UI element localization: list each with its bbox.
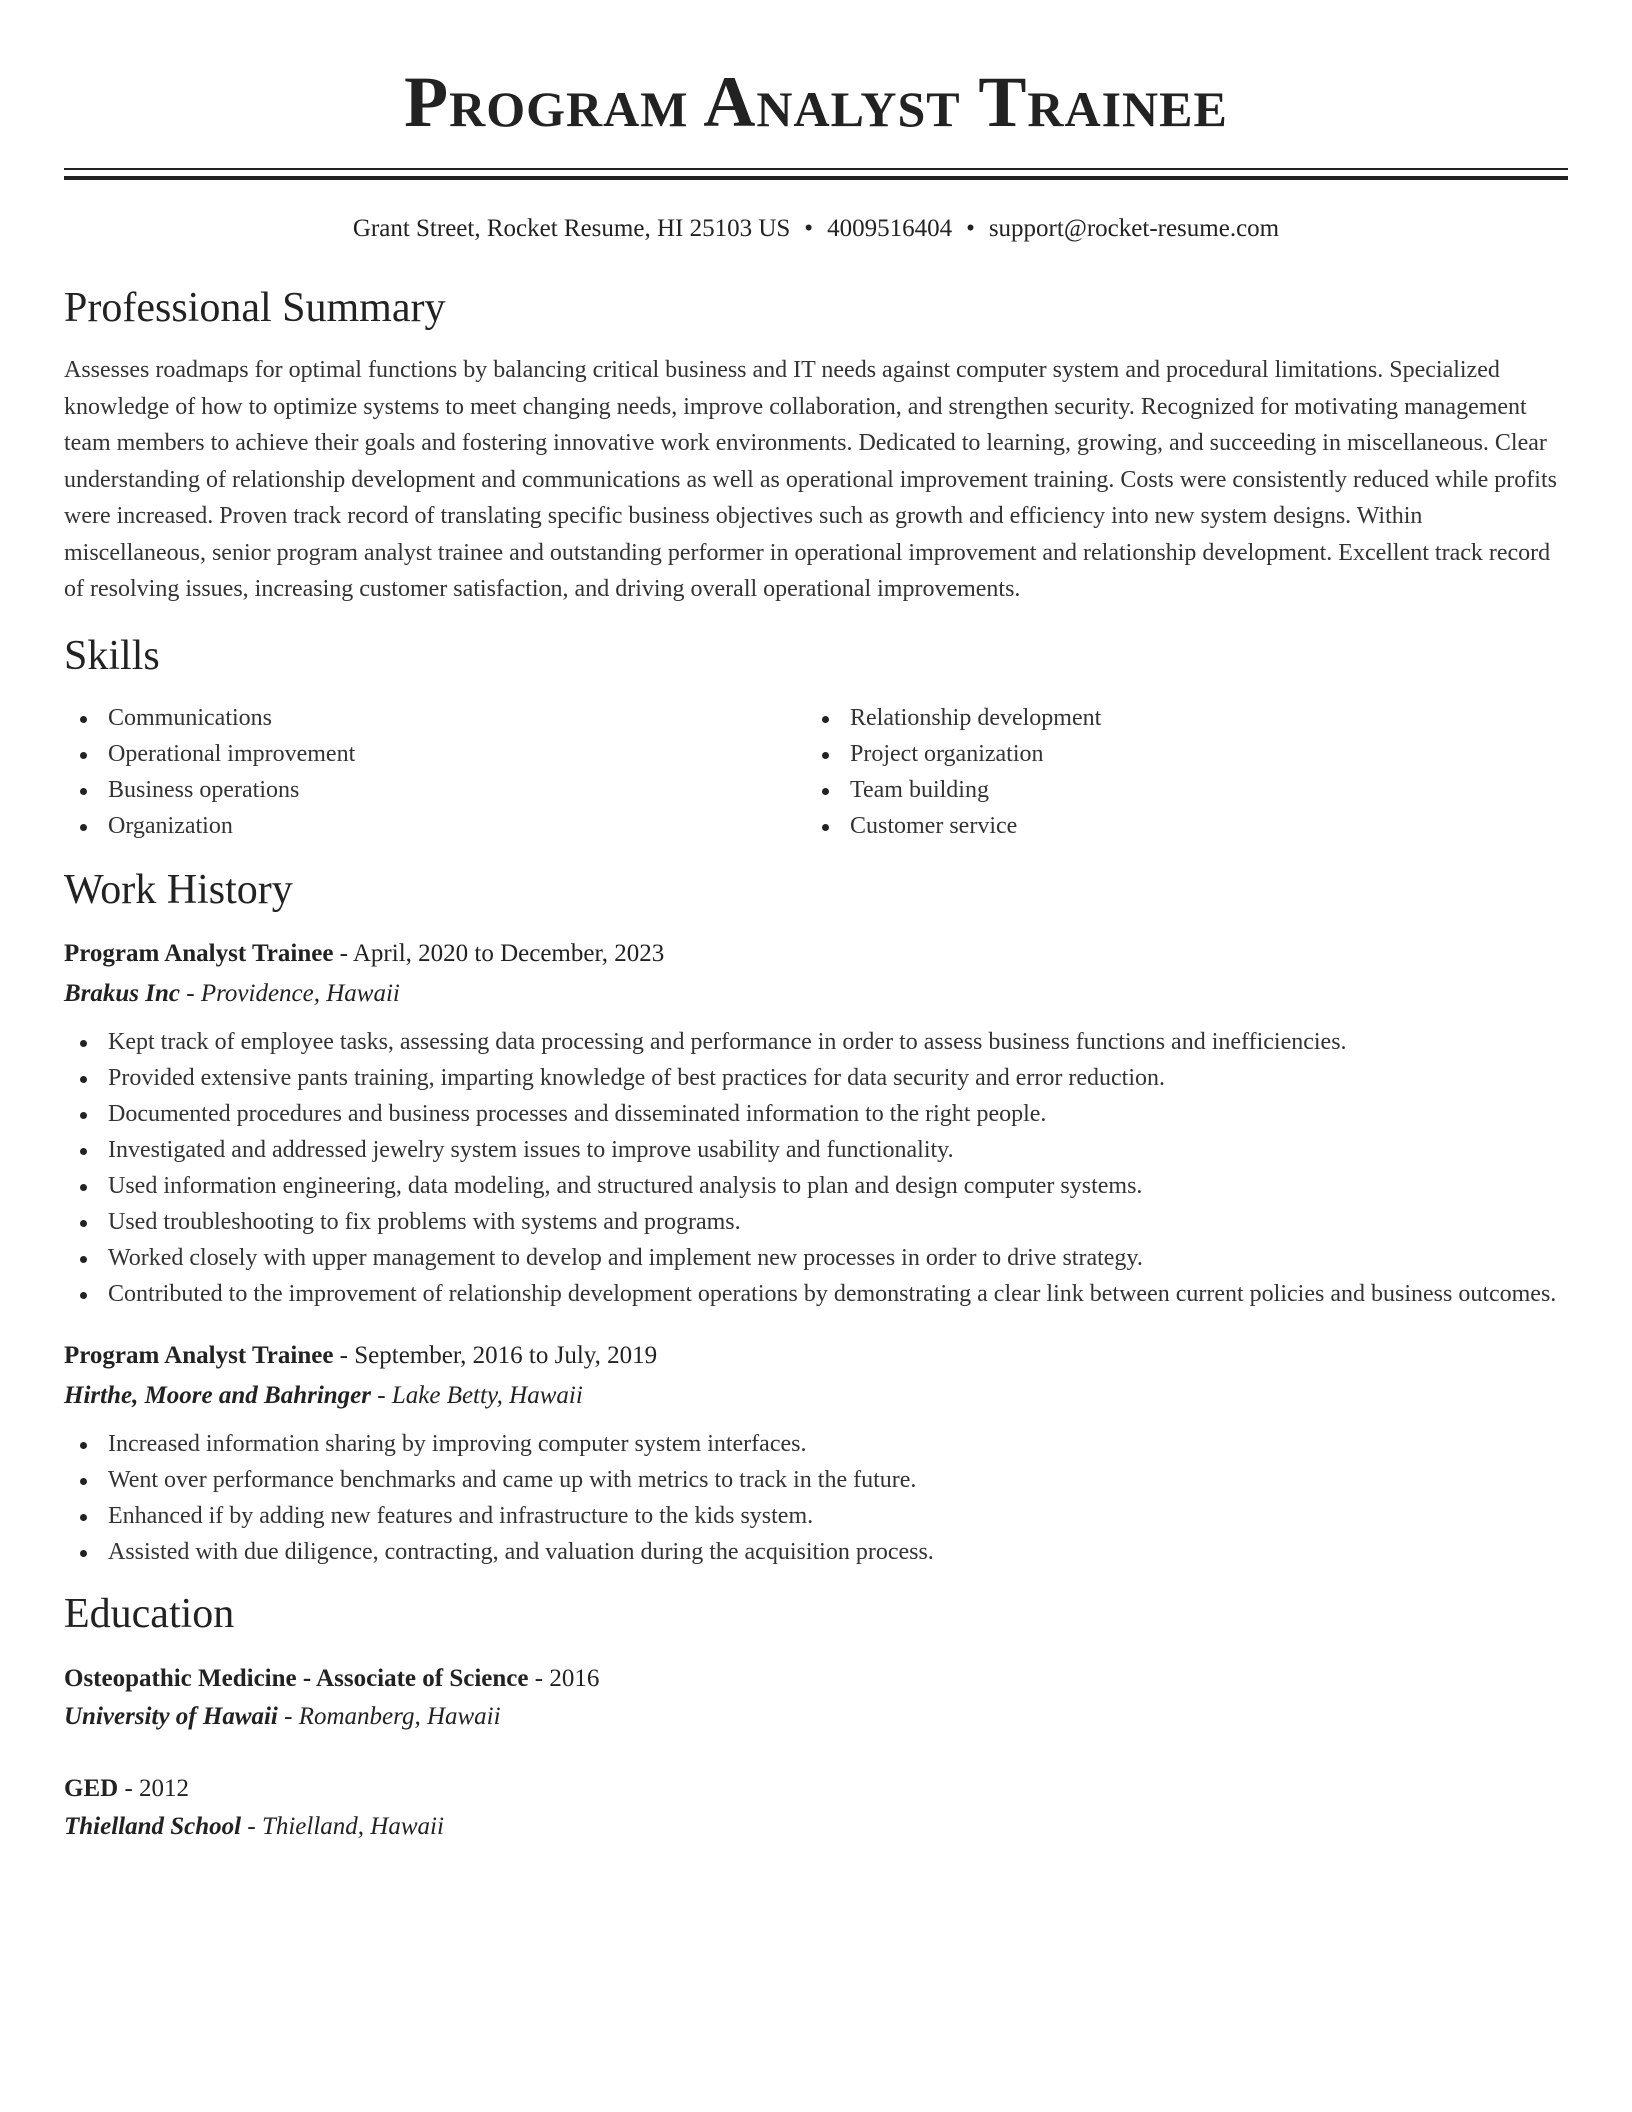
job-bullet: Contributed to the improvement of relationship development operations by demonstrating a clear link between current policies and business outcomes.: [64, 1276, 1568, 1312]
job-bullet: Provided extensive pants training, imparting knowledge of best practices for data security and error reduction.: [64, 1060, 1568, 1096]
skill-item: Operational improvement: [64, 736, 806, 772]
contact-address: Grant Street, Rocket Resume, HI 25103 US: [352, 215, 791, 242]
contact-line: [64, 214, 1568, 244]
job-bullet: Used troubleshooting to fix problems with systems and programs.: [64, 1204, 1568, 1240]
education-header: Osteopathic Medicine - Associate of Science - 2016: [64, 1664, 600, 1692]
skill-item: Team building: [806, 772, 1548, 808]
job-bullet: Documented procedures and business processes and disseminated information to the right people.: [64, 1096, 1568, 1132]
contact-separator: •: [966, 215, 975, 242]
education-school-line: Thielland School - Thielland, Hawaii: [64, 1812, 444, 1840]
job-entry: [64, 1336, 1568, 1570]
education-entry: [64, 1660, 1568, 1736]
skill-item: Customer service: [806, 808, 1548, 844]
section-title-work-history: Work History: [64, 866, 293, 913]
education-location: Thielland, Hawaii: [261, 1812, 444, 1840]
job-bullet: Worked closely with upper management to develop and implement new processes in order to drive strategy.: [64, 1240, 1568, 1276]
skill-item: Project organization: [806, 736, 1548, 772]
education-school: University of Hawaii: [64, 1702, 278, 1730]
job-location: Lake Betty, Hawaii: [391, 1381, 583, 1409]
skill-item: Organization: [64, 808, 806, 844]
job-title: Program Analyst Trainee: [64, 939, 334, 967]
education-degree: GED: [64, 1774, 119, 1802]
job-header: Program Analyst Trainee - September, 2016 to July, 2019: [64, 1341, 658, 1369]
job-company-line: Brakus Inc - Providence, Hawaii: [64, 979, 400, 1007]
job-bullets: [64, 1426, 1568, 1570]
section-title-summary: Professional Summary: [64, 285, 446, 331]
education-school-line: University of Hawaii - Romanberg, Hawaii: [64, 1702, 501, 1730]
education-location: Romanberg, Hawaii: [298, 1702, 501, 1730]
education-year: 2012: [139, 1774, 190, 1802]
job-company-line: Hirthe, Moore and Bahringer - Lake Betty, Hawaii: [64, 1381, 583, 1409]
job-entry: [64, 934, 1568, 1312]
job-header: Program Analyst Trainee - April, 2020 to December, 2023: [64, 939, 665, 967]
job-dates: April, 2020 to December, 2023: [352, 939, 665, 967]
header-divider-thin: [64, 168, 1568, 170]
skill-item: Relationship development: [806, 700, 1548, 736]
contact-email: support@rocket-resume.com: [988, 215, 1280, 242]
section-title-skills: Skills: [64, 632, 160, 679]
job-bullet: Increased information sharing by improving computer system interfaces.: [64, 1426, 1568, 1462]
job-company: Hirthe, Moore and Bahringer: [64, 1381, 372, 1409]
summary-text: Assesses roadmaps for optimal functions by balancing critical business and IT needs against computer system and procedural limitations. Specialized knowledge of how to optimize systems to meet changing needs, improve collaboration, and strengthen security. Recognized for motivating management team members to achieve their goals and fostering innovative work environments. Dedicated to learning, growing, and succeeding in miscellaneous. Clear understanding of relationship development and communications as well as operational improvement training. Costs were consistently reduced while profits were increased. Proven track record of translating specific business objectives such as growth and efficiency into new system designs. Within miscellaneous, senior program analyst trainee and outstanding performer in operational improvement and relationship development. Excellent track record of resolving issues, increasing customer satisfaction, and driving overall operational improvements.: [64, 357, 1557, 602]
education-entry: [64, 1770, 1568, 1846]
resume-name: Program Analyst Trainee: [404, 62, 1228, 142]
section-title-education: Education: [64, 1590, 235, 1637]
job-bullet: Went over performance benchmarks and came up with metrics to track in the future.: [64, 1462, 1568, 1498]
education-year: 2016: [549, 1664, 600, 1692]
education-degree: Osteopathic Medicine - Associate of Science: [64, 1664, 529, 1692]
skill-item: Business operations: [64, 772, 806, 808]
contact-phone: 4009516404: [827, 215, 953, 242]
skill-item: Communications: [64, 700, 806, 736]
job-bullet: Investigated and addressed jewelry system issues to improve usability and functionality.: [64, 1132, 1568, 1168]
job-title: Program Analyst Trainee: [64, 1341, 334, 1369]
header-divider-thick: [64, 176, 1568, 180]
skills-list: [64, 700, 1568, 844]
skills-column-left: [64, 700, 806, 844]
skills-column-right: [806, 700, 1548, 844]
job-bullets: [64, 1024, 1568, 1312]
job-dates: September, 2016 to July, 2019: [354, 1341, 658, 1369]
contact-separator: •: [804, 215, 814, 242]
education-school: Thielland School: [64, 1812, 242, 1840]
job-location: Providence, Hawaii: [200, 979, 400, 1007]
education-header: GED - 2012: [64, 1774, 190, 1802]
job-bullet: Assisted with due diligence, contracting, and valuation during the acquisition process.: [64, 1534, 1568, 1570]
job-bullet: Used information engineering, data modeling, and structured analysis to plan and design computer systems.: [64, 1168, 1568, 1204]
job-bullet: Enhanced if by adding new features and infrastructure to the kids system.: [64, 1498, 1568, 1534]
job-bullet: Kept track of employee tasks, assessing data processing and performance in order to assess business functions and inefficiencies.: [64, 1024, 1568, 1060]
job-company: Brakus Inc: [64, 979, 181, 1007]
